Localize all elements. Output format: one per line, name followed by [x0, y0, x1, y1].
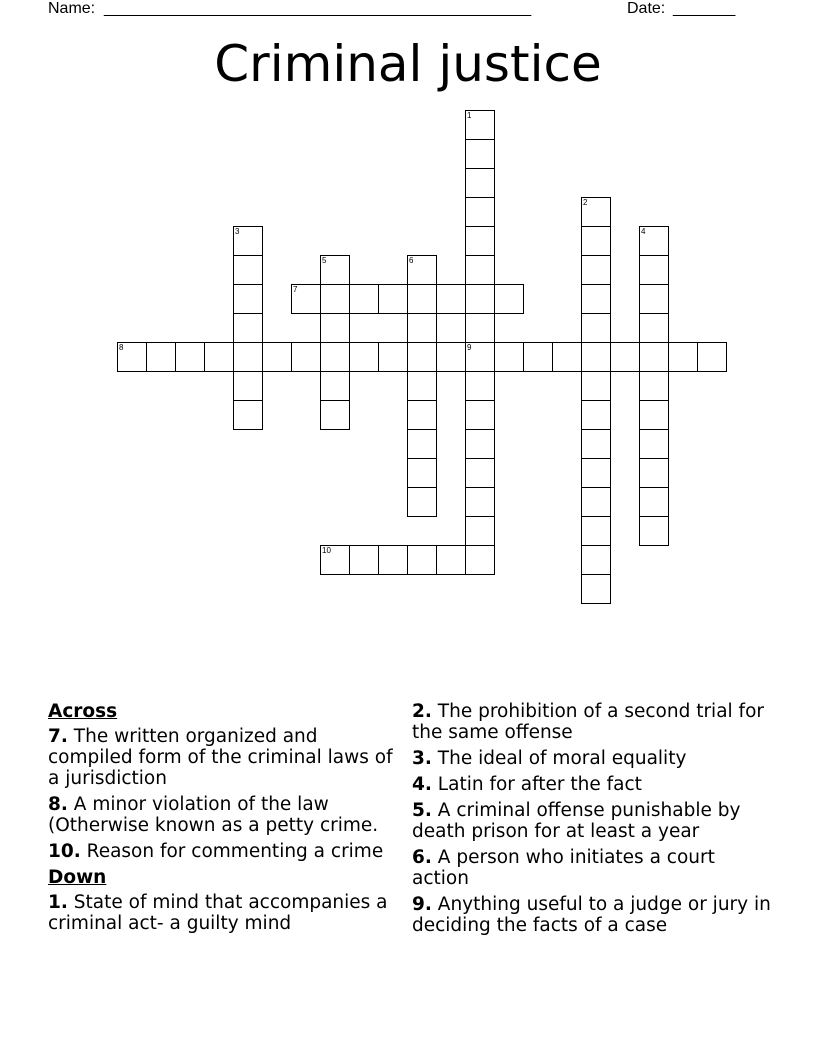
cell-number: 3: [235, 227, 240, 236]
crossword-cell[interactable]: [581, 458, 611, 488]
crossword-cell[interactable]: [407, 342, 437, 372]
crossword-cell[interactable]: [465, 342, 495, 372]
crossword-cell[interactable]: [639, 516, 669, 546]
cell-number: 9: [467, 343, 472, 352]
clue-number: 1.: [48, 892, 68, 913]
crossword-cell[interactable]: [378, 284, 408, 314]
crossword-cell[interactable]: [233, 371, 263, 401]
clue-number: 7.: [48, 726, 68, 747]
clue-text: The written organized and compiled form of the criminal laws of a jurisdiction: [48, 726, 393, 789]
clue-down-5: [412, 800, 772, 842]
crossword-cell[interactable]: [320, 400, 350, 430]
crossword-cell[interactable]: [581, 197, 611, 227]
crossword-cell[interactable]: [320, 342, 350, 372]
crossword-cell[interactable]: [581, 371, 611, 401]
crossword-cell[interactable]: [407, 458, 437, 488]
crossword-cell[interactable]: [262, 342, 292, 372]
clue-text: The prohibition of a second trial for the same offense: [412, 701, 764, 743]
crossword-cell[interactable]: [349, 342, 379, 372]
crossword-cell[interactable]: [639, 255, 669, 285]
crossword-cell[interactable]: [204, 342, 234, 372]
crossword-cell[interactable]: [639, 487, 669, 517]
crossword-cell[interactable]: [581, 313, 611, 343]
cell-number: 2: [583, 198, 588, 207]
crossword-cell[interactable]: [349, 284, 379, 314]
crossword-cell[interactable]: [320, 313, 350, 343]
across-heading: Across: [48, 701, 118, 722]
clue-number: 8.: [48, 794, 68, 815]
clue-number: 9.: [412, 894, 432, 915]
crossword-cell[interactable]: [233, 313, 263, 343]
name-label: Name:: [48, 0, 96, 17]
clue-across-10: [48, 841, 398, 862]
crossword-cell[interactable]: [581, 545, 611, 575]
clue-text: A minor violation of the law (Otherwise known as a petty crime.: [48, 794, 379, 836]
cell-number: 1: [467, 111, 472, 120]
crossword-cell[interactable]: [581, 255, 611, 285]
crossword-cell[interactable]: [233, 342, 263, 372]
crossword-cell[interactable]: [581, 342, 611, 372]
clues-right-column: [412, 701, 772, 941]
crossword-cell[interactable]: [639, 226, 669, 256]
crossword-cell[interactable]: [465, 429, 495, 459]
crossword-cell[interactable]: [581, 226, 611, 256]
clues-left-column: [48, 701, 398, 939]
crossword-cell[interactable]: [407, 545, 437, 575]
crossword-cell[interactable]: [581, 487, 611, 517]
clue-text: State of mind that accompanies a criminal act- a guilty mind: [48, 892, 388, 934]
crossword-cell[interactable]: [465, 197, 495, 227]
clue-down-3: [412, 748, 772, 769]
date-label: Date:: [627, 0, 666, 17]
clue-text: Anything useful to a judge or jury in deciding the facts of a case: [412, 894, 771, 936]
crossword-cell[interactable]: [291, 284, 321, 314]
crossword-cell[interactable]: [639, 342, 669, 372]
clue-text: A person who initiates a court action: [412, 847, 715, 889]
crossword-cell[interactable]: [639, 284, 669, 314]
cell-number: 8: [119, 343, 124, 352]
crossword-cell[interactable]: [407, 313, 437, 343]
clue-number: 6.: [412, 847, 432, 868]
crossword-cell[interactable]: [639, 458, 669, 488]
crossword-cell[interactable]: [465, 139, 495, 169]
crossword-cell[interactable]: [175, 342, 205, 372]
crossword-cell[interactable]: [581, 429, 611, 459]
crossword-cell[interactable]: [378, 342, 408, 372]
clue-text: The ideal of moral equality: [437, 748, 687, 769]
crossword-cell[interactable]: [407, 284, 437, 314]
crossword-cell[interactable]: [610, 342, 640, 372]
clue-number: 3.: [412, 748, 432, 769]
clue-down-9: [412, 894, 772, 936]
clue-number: 4.: [412, 774, 432, 795]
clue-down-2: [412, 701, 772, 743]
crossword-cell[interactable]: [320, 284, 350, 314]
crossword-cell[interactable]: [407, 255, 437, 285]
crossword-cell[interactable]: [465, 226, 495, 256]
crossword-cell[interactable]: [465, 487, 495, 517]
crossword-cell[interactable]: [639, 313, 669, 343]
crossword-cell[interactable]: [494, 284, 524, 314]
crossword-cell[interactable]: [378, 545, 408, 575]
crossword-cell[interactable]: [581, 400, 611, 430]
name-blank-line: ________________________________________________: [104, 0, 532, 17]
crossword-cell[interactable]: [639, 429, 669, 459]
down-heading: Down: [48, 867, 107, 888]
page-title: Criminal justice: [214, 35, 602, 93]
clue-text: Reason for commenting a crime: [86, 841, 384, 862]
crossword-cell[interactable]: [639, 400, 669, 430]
crossword-cell[interactable]: [668, 342, 698, 372]
crossword-cell[interactable]: [494, 342, 524, 372]
crossword-cell[interactable]: [320, 371, 350, 401]
clue-number: 5.: [412, 800, 432, 821]
crossword-cell[interactable]: [407, 400, 437, 430]
crossword-cell[interactable]: [117, 342, 147, 372]
crossword-cell[interactable]: [407, 371, 437, 401]
clue-across-7: [48, 726, 398, 789]
crossword-cell[interactable]: [436, 342, 466, 372]
crossword-cell[interactable]: [552, 342, 582, 372]
crossword-cell[interactable]: [407, 429, 437, 459]
crossword-cell[interactable]: [465, 400, 495, 430]
clue-down-1: [48, 892, 398, 934]
crossword-cell[interactable]: [233, 400, 263, 430]
cell-number: 5: [322, 256, 327, 265]
crossword-cell[interactable]: [465, 284, 495, 314]
crossword-cell[interactable]: [233, 284, 263, 314]
clue-number: 2.: [412, 701, 432, 722]
clue-across-8: [48, 794, 398, 836]
crossword-cell[interactable]: [465, 255, 495, 285]
cell-number: 6: [409, 256, 414, 265]
crossword-cell[interactable]: [146, 342, 176, 372]
crossword-cell[interactable]: [465, 168, 495, 198]
crossword-cell[interactable]: [581, 284, 611, 314]
clue-down-4: [412, 774, 772, 795]
date-blank-line: _______: [673, 0, 736, 17]
crossword-cell[interactable]: [291, 342, 321, 372]
crossword-cell[interactable]: [320, 255, 350, 285]
crossword-cell[interactable]: [233, 255, 263, 285]
crossword-cell[interactable]: [436, 545, 466, 575]
crossword-cell[interactable]: [465, 545, 495, 575]
crossword-cell[interactable]: [523, 342, 553, 372]
cell-number: 10: [322, 546, 331, 555]
crossword-cell[interactable]: [581, 574, 611, 604]
cell-number: 4: [641, 227, 646, 236]
crossword-cell[interactable]: [465, 516, 495, 546]
clue-text: Latin for after the fact: [437, 774, 642, 795]
crossword-cell[interactable]: [436, 284, 466, 314]
clue-down-6: [412, 847, 772, 889]
clue-text: A criminal offense punishable by death prison for at least a year: [412, 800, 741, 842]
crossword-cell[interactable]: [320, 545, 350, 575]
crossword-cell[interactable]: [639, 371, 669, 401]
crossword-cell[interactable]: [581, 516, 611, 546]
clue-number: 10.: [48, 841, 81, 862]
crossword-cell[interactable]: [697, 342, 727, 372]
crossword-cell[interactable]: [465, 458, 495, 488]
crossword-cell[interactable]: [465, 110, 495, 140]
crossword-cell[interactable]: [407, 487, 437, 517]
crossword-cell[interactable]: [349, 545, 379, 575]
crossword-cell[interactable]: [233, 226, 263, 256]
crossword-cell[interactable]: [465, 313, 495, 343]
crossword-cell[interactable]: [465, 371, 495, 401]
cell-number: 7: [293, 285, 298, 294]
